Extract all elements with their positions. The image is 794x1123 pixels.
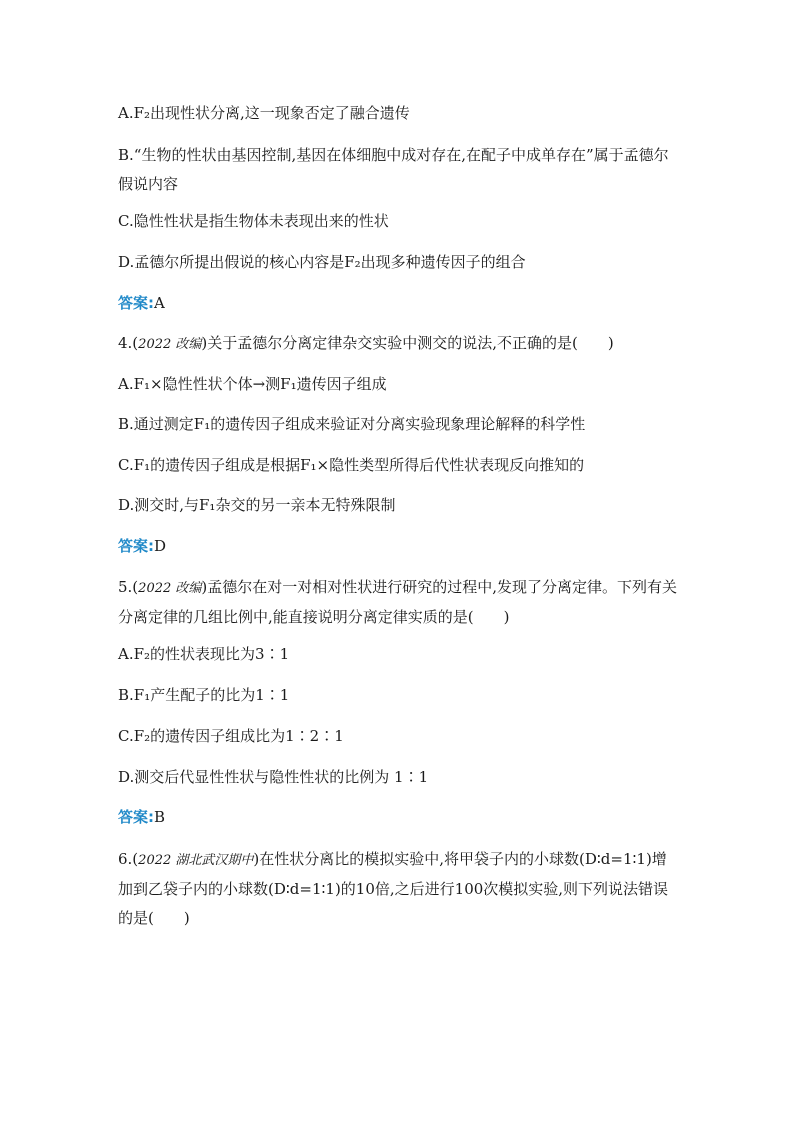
q6-stem <box>118 845 678 933</box>
q5-answer <box>118 808 678 826</box>
q4-option-a: A.F₁×隐性性状个体→测F₁遗传因子组成 <box>118 375 387 393</box>
answer-value: D <box>154 537 167 555</box>
q4-option-c: C.F₁的遗传因子组成是根据F₁×隐性类型所得后代性状表现反向推知的 <box>118 456 585 474</box>
question-number: 5.( <box>118 578 139 596</box>
answer-label: 答案: <box>118 808 154 826</box>
q4-option-b: B.通过测定F₁的遗传因子组成来验证对分离实验现象理论解释的科学性 <box>118 415 586 433</box>
question-number: 4.( <box>118 334 139 352</box>
question-number: 6.( <box>118 850 139 868</box>
q5-stem <box>118 573 678 632</box>
answer-value: B <box>154 808 166 826</box>
question-source: 2022 湖北武汉期中 <box>138 853 254 868</box>
q4-stem <box>118 334 678 354</box>
question-text: )孟德尔在对一对相对性状进行研究的过程中,发现了分离定律。下列有关分离定律的几组比例中,能直接说明分离定律实质的是( ) <box>118 578 678 626</box>
question-text: )在性状分离比的模拟实验中,将甲袋子内的小球数(D∶d=1∶1)增加到乙袋子内的小球数(D∶d=1∶1)的10倍,之后进行100次模拟实验,则下列说法错误的是( ) <box>118 850 669 927</box>
answer-value: A <box>154 294 165 312</box>
q3-option-d: D.孟德尔所提出假说的核心内容是F₂出现多种遗传因子的组合 <box>118 253 526 271</box>
q3-option-a: A.F₂出现性状分离,这一现象否定了融合遗传 <box>118 104 410 122</box>
q3-answer <box>118 294 678 312</box>
q4-option-d: D.测交时,与F₁杂交的另一亲本无特殊限制 <box>118 496 396 514</box>
q5-option-d: D.测交后代显性性状与隐性性状的比例为 1∶1 <box>118 768 429 786</box>
q5-option-a: A.F₂的性状表现比为3∶1 <box>118 645 290 663</box>
question-source: 2022 改编 <box>138 581 202 596</box>
q5-option-c: C.F₂的遗传因子组成比为1∶2∶1 <box>118 727 344 745</box>
q3-option-b: B.“生物的性状由基因控制,基因在体细胞中成对存在,在配子中成单存在”属于孟德尔假说内容 <box>118 146 669 193</box>
q3-option-c: C.隐性性状是指生物体未表现出来的性状 <box>118 212 389 230</box>
answer-label: 答案: <box>118 537 154 555</box>
answer-label: 答案: <box>118 294 154 312</box>
question-text: )关于孟德尔分离定律杂交实验中测交的说法,不正确的是( ) <box>201 334 614 352</box>
q5-option-b: B.F₁产生配子的比为1∶1 <box>118 686 290 704</box>
question-source: 2022 改编 <box>138 337 202 352</box>
q4-answer <box>118 537 678 555</box>
